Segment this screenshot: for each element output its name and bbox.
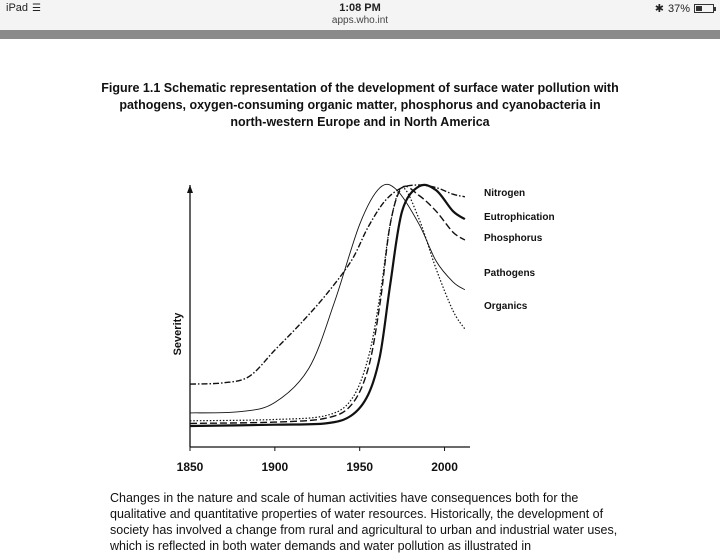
series-label-organics: Organics — [484, 301, 528, 312]
series-line-eutrophication — [190, 185, 465, 426]
status-time: 1:08 PM — [339, 2, 381, 14]
series-line-organics — [190, 188, 465, 421]
x-tick-label: 1950 — [346, 460, 374, 474]
series-line-phosphorus — [190, 186, 465, 423]
x-tick-label: 1850 — [176, 460, 204, 474]
x-tick-label: 1900 — [261, 460, 289, 474]
wifi-icon: ☰ — [32, 3, 41, 14]
device-name: iPad — [6, 2, 29, 14]
series-label-phosphorus: Phosphorus — [484, 233, 543, 244]
battery-percent: 37% — [667, 2, 690, 15]
y-axis-label: Severity — [172, 312, 184, 356]
figure-title: Figure 1.1 Schematic representation of the development of surface water pollution with pathogens, oxygen-consuming organic matter, phosphorus and cyanobacteria in north-western Europe and in North America — [101, 81, 619, 129]
series-line-pathogens — [190, 184, 465, 413]
address-bar-url[interactable]: apps.who.int — [331, 15, 389, 26]
bluetooth-icon: ✱ — [654, 3, 664, 15]
series-label-eutrophication: Eutrophication — [484, 212, 555, 223]
body-paragraph: Changes in the nature and scale of human activities have consequences both for the qualitative and quantitative properties of water resources. Historically, the development of society has involved a change from rural and agricultural to urban and industrial water uses, which is reflected in both water demands and water pollution as illustrated in — [110, 491, 618, 553]
series-label-nitrogen: Nitrogen — [484, 188, 526, 199]
series-label-pathogens: Pathogens — [484, 268, 536, 279]
x-tick-label: 2000 — [431, 460, 458, 474]
series-line-nitrogen — [190, 185, 465, 384]
y-axis-arrow — [187, 185, 193, 193]
